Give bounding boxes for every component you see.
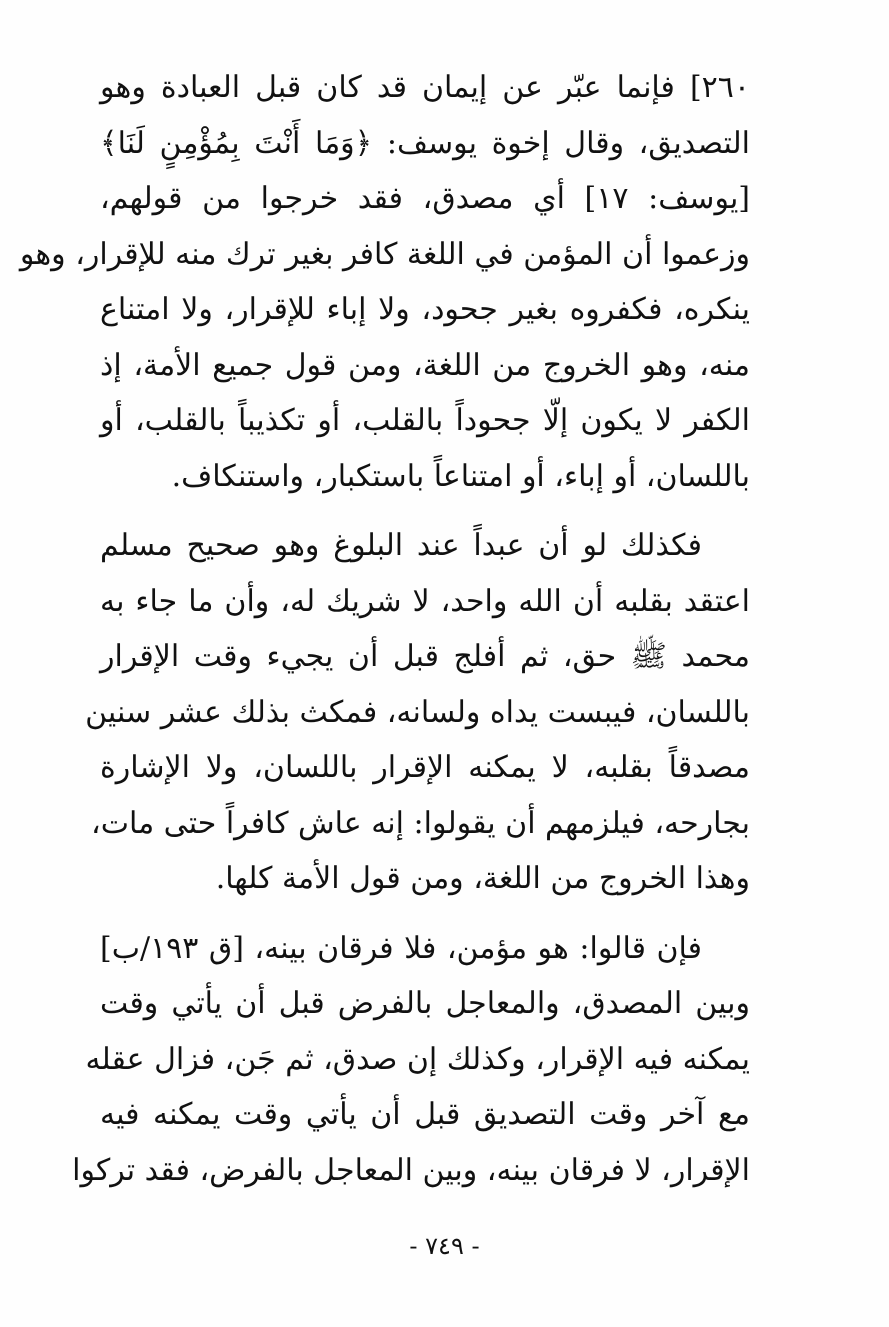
text-line: ينكره، فكفروه بغير جحود، ولا إباء للإقرار، ولا امتناع bbox=[100, 292, 750, 327]
text-line: [يوسف: ١٧] أي مصدق، فقد خرجوا من قولهم، bbox=[100, 181, 750, 216]
text-line: فإن قالوا: هو مؤمن، فلا فرقان بينه، [ق ١٩٣/ب] bbox=[100, 930, 702, 966]
text-line: ٢٦٠] فإنما عبّر عن إيمان قد كان قبل العبادة وهو bbox=[100, 70, 750, 105]
text-line: فكذلك لو أن عبداً عند البلوغ وهو صحيح مسلم bbox=[100, 528, 702, 563]
text-line: يمكنه فيه الإقرار، وكذلك إن صدق، ثم جَن، فزال عقله bbox=[85, 1041, 750, 1077]
text-line: وبين المصدق، والمعاجل بالفرض قبل أن يأتي وقت bbox=[100, 986, 750, 1021]
text-line: وهذا الخروج من اللغة، ومن قول الأمة كلها. bbox=[215, 861, 750, 896]
paragraph-2 bbox=[85, 518, 750, 907]
text-line: اعتقد بقلبه أن الله واحد، لا شريك له، وأن ما جاء به bbox=[100, 583, 750, 619]
text-line: منه، وهو الخروج من اللغة، ومن قول جميع الأمة، إذ bbox=[100, 347, 750, 383]
page-number: - ٧٤٩ - bbox=[409, 1232, 480, 1260]
body-text bbox=[19, 60, 750, 1198]
text-line: باللسان، أو إباء، أو امتناعاً باستكبار، واستنكاف. bbox=[171, 458, 750, 494]
paragraph-3 bbox=[72, 921, 750, 1199]
text-line: الإقرار، لا فرقان بينه، وبين المعاجل بالفرض، فقد تركوا bbox=[72, 1152, 750, 1188]
paragraph-spacer bbox=[100, 907, 750, 921]
text-line: باللسان، فيبست يداه ولسانه، فمكث بذلك عشر سنين bbox=[85, 694, 750, 730]
text-line: بجارحه، فيلزمهم أن يقولوا: إنه عاش كافراً حتى مات، bbox=[91, 805, 750, 841]
text-line: مع آخر وقت التصديق قبل أن يأتي وقت يمكنه فيه bbox=[100, 1097, 750, 1132]
text-line: مصدقاً بقلبه، لا يمكنه الإقرار باللسان، ولا الإشارة bbox=[100, 750, 750, 785]
text-line: وزعموا أن المؤمن في اللغة كافر بغير ترك منه للإقرار، وهو bbox=[19, 236, 750, 272]
text-line: الكفر لا يكون إلّا جحوداً بالقلب، أو تكذيباً بالقلب، أو bbox=[100, 403, 750, 438]
text-line: التصديق، وقال إخوة يوسف: ﴿وَمَا أَنْتَ بِمُؤْمِنٍ لَنَا﴾ bbox=[100, 125, 750, 161]
paragraph-1 bbox=[19, 60, 750, 504]
paragraph-spacer bbox=[100, 504, 750, 518]
text-line: محمد ﷺ حق، ثم أفلج قبل أن يجيء وقت الإقرار bbox=[100, 639, 750, 674]
